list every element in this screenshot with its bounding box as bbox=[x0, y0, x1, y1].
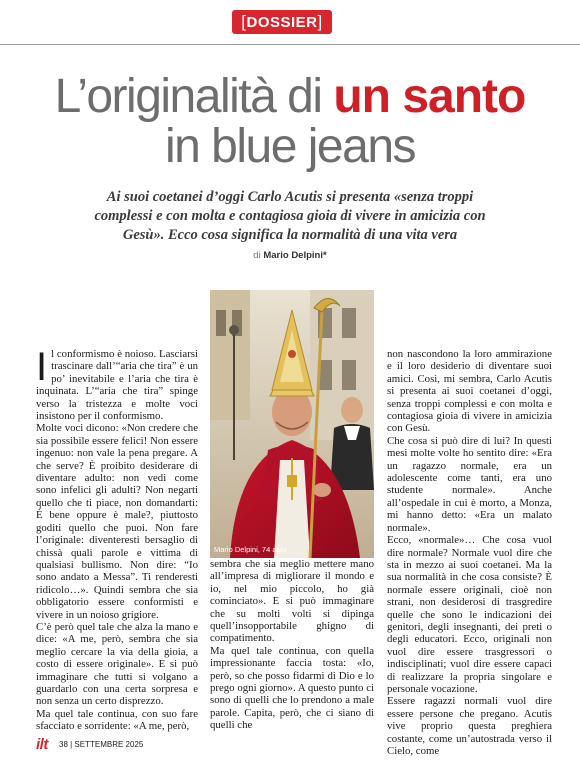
headline-highlight: un santo bbox=[333, 70, 526, 123]
article-photo bbox=[210, 290, 374, 558]
section-rule bbox=[0, 44, 580, 45]
headline-part3: in blue jeans bbox=[164, 120, 416, 173]
magazine-logo: ilt bbox=[36, 736, 48, 753]
paragraph: Molte voci dicono: «Non credere che sia possibile essere felici! Non essere ingenuo: non vale la pena pregare. A che serve? È proibito desiderare di diventare adulto: non vedi come sono infelici gli adulti? Non negarti quello che ti piace, non domandarti: È bene oppure è male?, piuttosto goditi quello che puoi. Non fare l’originale: diventeresti bersaglio di chissà quali parole e vittima di qualsiasi bullismo. Non dire: “Io sono andato a Messa”. Ti renderesti ridicolo…». Quindi sembra che sia obbligatorio essere conformisti e vivere in un noioso grigiore. bbox=[36, 422, 198, 621]
photo-illustration bbox=[210, 290, 374, 558]
dropcap: I bbox=[36, 345, 48, 389]
bracket-right: ] bbox=[317, 12, 323, 31]
page-info: 38 | SETTEMBRE 2025 bbox=[59, 740, 144, 749]
photo-caption: Mario Delpini, 74 anni bbox=[214, 545, 287, 554]
headline-part1: L’originalità di bbox=[54, 70, 334, 123]
headline bbox=[0, 72, 580, 172]
article-column-2 bbox=[210, 558, 374, 732]
paragraph: Ma quel tale continua, con quella impressionante faccia tosta: «Io, però, so che posso fidarmi di Dio e lo prego ogni giorno». A questo punto ci sono di quelli che lo prendono a male parole. Capita, però, che ci siano di quelli che bbox=[210, 644, 374, 732]
paragraph: C’è però quel tale che alza la mano e dice: «A me, però, sembra che sia meglio cercare la via della gioia, a costo di essere originale». E si può immaginare che tutti si volgano a guardarlo con una certa sorpresa e non senza un certo disprezzo. bbox=[36, 620, 198, 708]
paragraph: Essere ragazzi normali vuol dire essere persone che pregano. Acutis vive proprio questa preghiera costante, come un’autostrada verso il Cielo, come bbox=[387, 695, 552, 757]
article-column-3 bbox=[387, 348, 552, 757]
standfirst: Ai suoi coetanei d’oggi Carlo Acutis si presenta «senza troppi complessi e con molta e contagiosa gioia di vivere in amicizia con Gesù». Ecco cosa significa la normalità di una vita vera bbox=[94, 189, 486, 243]
byline-prefix: di bbox=[253, 250, 261, 261]
section-label: DOSSIER bbox=[246, 14, 318, 31]
byline-author: Mario Delpini* bbox=[263, 250, 327, 261]
paragraph: l conformismo è noioso. Lasciarsi trascinare dall’“aria che tira” è un po’ inevitabile e l’aria che tira è inquinata. L’“aria che tira” spinge verso la tristezza e molte voci insistono per il conformismo. bbox=[36, 348, 198, 423]
paragraph: Ecco, «normale»… Che cosa vuol dire normale? Normale vuol dire che sta in mezzo ai suoi coetanei. Ma la sua normalità in che cosa consiste? È normale essere originali, cioè non strani, non desiderosi di trasgredire quelle che sono le indicazioni dei genitori, degli insegnanti, dei preti o degli educatori. Ecco, originali non vuol dire essere trasgressori o indisciplinati; vuol dire essere capaci di realizzare la propria singolare e personale vocazione. bbox=[387, 534, 552, 695]
bracket-left: [ bbox=[241, 12, 247, 31]
paragraph: Che cosa si può dire di lui? In questi mesi molte volte ho sentito dire: «Era un ragazzo normale, era un adolescente come tanti, era uno studente normale». Anche all’ospedale in cui è morto, a Monza, mi hanno detto: «Era un malato normale». bbox=[387, 434, 552, 534]
section-tag bbox=[232, 10, 332, 34]
article-column-1 bbox=[36, 345, 198, 733]
paragraph: sembra che sia meglio mettere mano all’impresa di migliorare il mondo e io, nel mio piccolo, ho già cominciato». E si può immaginare che su molti volti si dipinga quell’insopportabile ghigno di compatimento. bbox=[210, 558, 374, 645]
paragraph: non nascondono la loro ammirazione e il loro desiderio di diventare suoi amici. Così, mi sembra, Carlo Acutis si presenta ai suoi coetanei d’oggi, senza troppi complessi e con molta e contagiosa gioia di vivere in amicizia con Gesù. bbox=[387, 348, 552, 435]
paragraph: Ma quel tale continua, con suo fare sfacciato e sorridente: «A me, però, bbox=[36, 707, 198, 733]
byline bbox=[0, 250, 580, 261]
